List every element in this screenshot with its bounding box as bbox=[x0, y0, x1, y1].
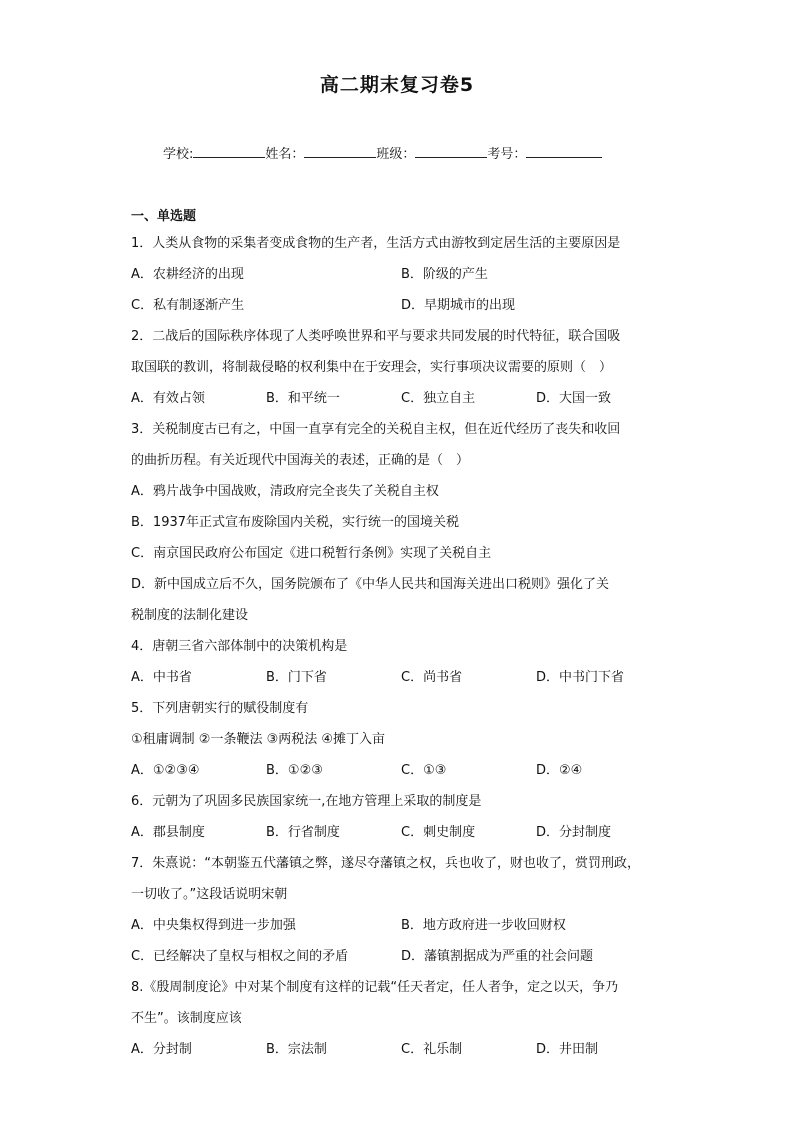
option-a[interactable]: A．①②③④ bbox=[131, 763, 200, 778]
school-label: 学校: bbox=[163, 147, 194, 162]
option-row bbox=[131, 259, 671, 290]
option-row bbox=[131, 910, 671, 941]
question-stem: 7．朱熹说：“本朝鉴五代藩镇之弊，遂尽夺藩镇之权，兵也收了，财也收了，赏罚刑政， bbox=[131, 856, 641, 871]
option-b[interactable]: B．①②③ bbox=[266, 763, 323, 778]
option-row bbox=[131, 1034, 671, 1065]
question-stem: 的曲折历程。有关近现代中国海关的表述，正确的是（ ） bbox=[131, 453, 470, 468]
school-blank[interactable] bbox=[193, 144, 265, 158]
option-d[interactable]: D．藩镇割据成为严重的社会问题 bbox=[401, 949, 594, 964]
question-list bbox=[131, 206, 671, 1065]
option-c[interactable]: C．刺史制度 bbox=[401, 825, 476, 840]
exam-no-label: 考号： bbox=[487, 147, 527, 162]
option-d[interactable]: D．早期城市的出现 bbox=[401, 298, 516, 313]
option-b[interactable]: B．阶级的产生 bbox=[401, 267, 488, 282]
option-c[interactable]: C．尚书省 bbox=[401, 670, 463, 685]
option-a[interactable]: A．鸦片战争中国战败，清政府完全丧失了关税自主权 bbox=[131, 484, 439, 499]
student-info-row bbox=[163, 143, 602, 162]
option-row bbox=[131, 941, 671, 972]
option-row bbox=[131, 755, 671, 786]
name-label: 姓名： bbox=[265, 147, 305, 162]
option-c[interactable]: C．私有制逐渐产生 bbox=[131, 298, 245, 313]
question-stem: 3．关税制度古已有之，中国一直享有完全的关税自主权，但在近代经历了丧失和收回 bbox=[131, 422, 621, 437]
section-heading: 一、单选题 bbox=[131, 209, 197, 224]
page-title: 高二期末复习卷5 bbox=[319, 74, 475, 96]
question-stem: 4．唐朝三省六部体制中的决策机构是 bbox=[131, 639, 348, 654]
option-d[interactable]: D．中书门下省 bbox=[536, 670, 625, 685]
question-stem: 1．人类从食物的采集者变成食物的生产者，生活方式由游牧到定居生活的主要原因是 bbox=[131, 236, 621, 251]
question-stem: 6．元朝为了巩固多民族国家统一,在地方管理上采取的制度是 bbox=[131, 794, 482, 809]
name-blank[interactable] bbox=[304, 144, 376, 158]
option-a[interactable]: A．分封制 bbox=[131, 1042, 192, 1057]
option-row bbox=[131, 290, 671, 321]
option-b[interactable]: B．1937年正式宣布废除国内关税，实行统一的国境关税 bbox=[131, 515, 460, 530]
option-a[interactable]: A．郡县制度 bbox=[131, 825, 205, 840]
option-d[interactable]: D．大国一致 bbox=[536, 391, 612, 406]
option-c[interactable]: C．已经解决了皇权与相权之间的矛盾 bbox=[131, 949, 349, 964]
option-c[interactable]: C．独立自主 bbox=[401, 391, 476, 406]
question-stem: ①租庸调制 ②一条鞭法 ③两税法 ④摊丁入亩 bbox=[131, 732, 386, 747]
option-b[interactable]: B．门下省 bbox=[266, 670, 327, 685]
option-a[interactable]: A．农耕经济的出现 bbox=[131, 267, 244, 282]
option-b[interactable]: B．宗法制 bbox=[266, 1042, 327, 1057]
option-c[interactable]: C．①③ bbox=[401, 763, 447, 778]
option-c[interactable]: C．礼乐制 bbox=[401, 1042, 463, 1057]
question-stem: 不生”。该制度应该 bbox=[131, 1011, 242, 1026]
option-d[interactable]: D．新中国成立后不久，国务院颁布了《中华人民共和国海关进出口税则》强化了关 bbox=[131, 577, 610, 592]
option-a[interactable]: A．有效占领 bbox=[131, 391, 205, 406]
option-row bbox=[131, 817, 671, 848]
option-row bbox=[131, 383, 671, 414]
question-stem: 8.《殷周制度论》中对某个制度有这样的记载“任天者定，任人者争，定之以天，争乃 bbox=[131, 980, 619, 995]
question-stem: 一切收了。”这段话说明宋朝 bbox=[131, 887, 288, 902]
option-d-continued[interactable]: 税制度的法制化建设 bbox=[131, 608, 249, 623]
option-c[interactable]: C．南京国民政府公布国定《进口税暂行条例》实现了关税自主 bbox=[131, 546, 492, 561]
question-stem: 5．下列唐朝实行的赋役制度有 bbox=[131, 701, 309, 716]
exam-no-blank[interactable] bbox=[526, 144, 602, 158]
question-stem: 取国联的教训，将制裁侵略的权利集中在于安理会，实行事项决议需要的原则（ ） bbox=[131, 360, 613, 375]
option-b[interactable]: B．和平统一 bbox=[266, 391, 340, 406]
option-a[interactable]: A．中书省 bbox=[131, 670, 192, 685]
option-d[interactable]: D．井田制 bbox=[536, 1042, 599, 1057]
option-d[interactable]: D．分封制度 bbox=[536, 825, 612, 840]
class-label: 班级： bbox=[376, 147, 416, 162]
option-d[interactable]: D．②④ bbox=[536, 763, 583, 778]
option-b[interactable]: B．行省制度 bbox=[266, 825, 340, 840]
option-row bbox=[131, 662, 671, 693]
option-b[interactable]: B．地方政府进一步收回财权 bbox=[401, 918, 566, 933]
option-a[interactable]: A．中央集权得到进一步加强 bbox=[131, 918, 296, 933]
class-blank[interactable] bbox=[415, 144, 487, 158]
question-stem: 2．二战后的国际秩序体现了人类呼唤世界和平与要求共同发展的时代特征，联合国吸 bbox=[131, 329, 621, 344]
